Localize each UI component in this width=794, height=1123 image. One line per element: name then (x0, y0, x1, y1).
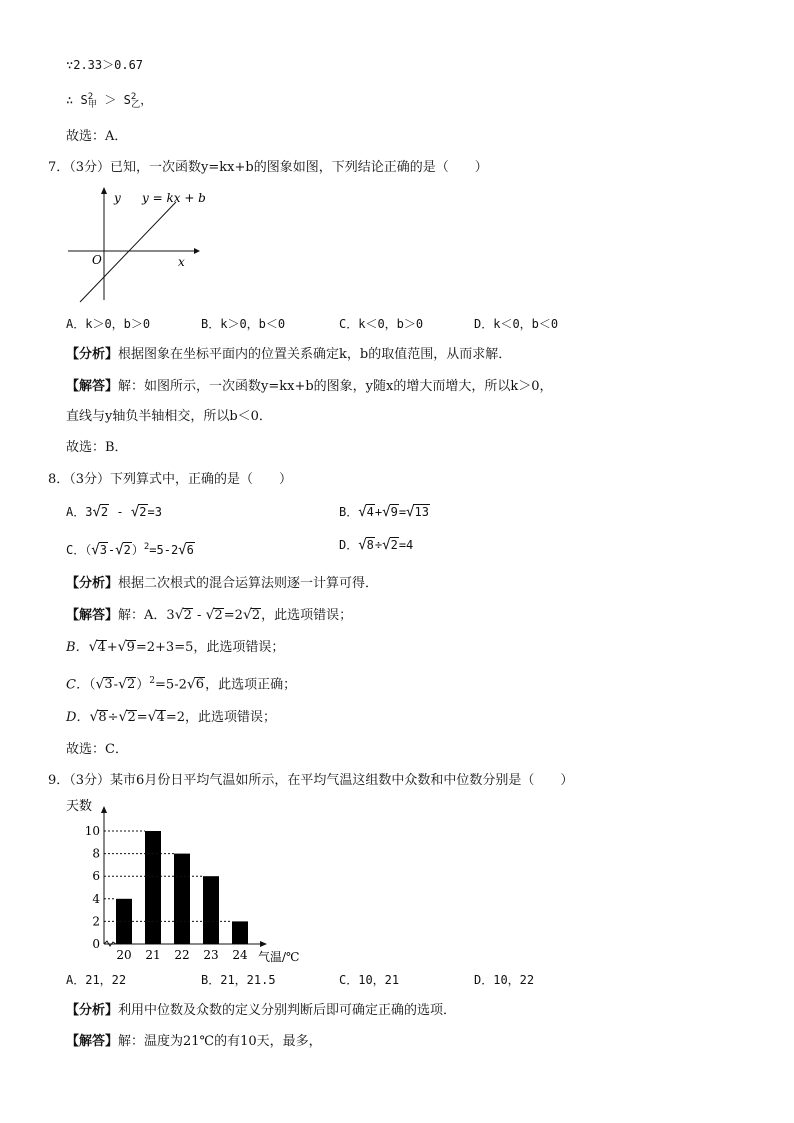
chart-y-tick-label: 8 (92, 846, 100, 861)
therefore-symbol: ∴ (66, 93, 74, 107)
q9-analysis: 【分析】利用中位数及众数的定义分别判断后即可确定正确的选项． (66, 1003, 457, 1018)
chart-y-tick-label: 2 (92, 914, 100, 929)
chart-bar (203, 876, 219, 944)
function-label: y = kx + b (142, 191, 206, 205)
q8-stem: 8．（3分）下列算式中，正确的是（ ） (48, 472, 293, 487)
chart-x-tick-label: 24 (232, 948, 248, 962)
variance-jia: $S^2_甲$ (80, 92, 98, 111)
chart-y-arrow-icon (101, 806, 107, 813)
chart-bar (145, 831, 161, 944)
q7-answer-line1: 【解答】解：如图所示，一次函数y=kx+b的图象，y随x的增大而增大，所以k＞0， (66, 379, 553, 394)
chart-x-tick-label: 22 (174, 948, 190, 962)
q7-option-d: D．k＜0，b＜0 (474, 317, 559, 331)
q7-choice: 故选：B． (66, 440, 128, 455)
chart-bar (232, 921, 248, 944)
y-axis-arrow-icon (101, 187, 107, 194)
q8-answer-a: 【解答】解：A．3√2 - √2=2√2，此选项错误； (66, 607, 353, 623)
q7-answer-line2: 直线与y轴负半轴相交，所以b＜0． (66, 409, 272, 424)
q8-option-d: D．√8÷√2=4 (339, 537, 414, 553)
function-line (80, 202, 176, 302)
q7-function-graph (66, 186, 206, 306)
x-axis-label: x (178, 255, 185, 269)
q6-choice: 故选：A． (66, 129, 128, 144)
origin-label: O (92, 253, 102, 267)
chart-y-tick-label: 10 (84, 824, 100, 838)
q9-option-a: A．21，22 (66, 973, 127, 987)
gt-symbol: ＞ (104, 93, 117, 107)
q8-answer-b: B．√4+√9=2+3=5，此选项错误； (66, 639, 285, 655)
q8-answer-c: C．$(√3-√2)^2=5-2√6$，此选项正确； (66, 676, 297, 693)
variance-yi: $S^2_乙$ (123, 92, 141, 111)
q9-option-b: B．21，21.5 (201, 973, 276, 987)
q8-option-b: B．√4+√9=√13 (339, 504, 429, 520)
chart-x-tick-label: 20 (116, 948, 132, 962)
q8-analysis: 【分析】根据二次根式的混合运算法则逐一计算可得． (66, 576, 379, 591)
q9-option-d: D．10，22 (474, 973, 535, 987)
q6-because-line: ∵2.33＞0.67 (66, 58, 144, 72)
q7-analysis: 【分析】根据图象在坐标平面内的位置关系确定k，b的取值范围，从而求解． (66, 347, 512, 362)
y-axis-label: y (114, 191, 121, 205)
q7-option-a: A．k＞0，b＞0 (66, 317, 151, 331)
q8-option-c: C．$(√3-√2)^2=5-2√6$ (66, 542, 194, 558)
q8-option-a: A．3√2 - √2=3 (66, 504, 162, 520)
chart-y-label: 天数 (66, 799, 93, 814)
q9-temperature-bar-chart (60, 796, 320, 966)
q8-answer-d: D．√8÷√2=√4=2，此选项错误； (66, 709, 277, 725)
chart-x-tick-label: 21 (145, 948, 161, 962)
q9-stem: 9．（3分）某市6月份日平均气温如所示，在平均气温这组数中众数和中位数分别是（ ） (48, 773, 574, 788)
q9-answer-line1: 【解答】解：温度为21℃的有10天，最多， (66, 1034, 322, 1049)
q9-option-c: C．10，21 (339, 973, 400, 987)
chart-y-tick-label: 4 (92, 891, 100, 906)
chart-bar (174, 854, 190, 944)
chart-x-label: 气温/℃ (258, 950, 300, 964)
q6-therefore-line: ∴ $S^2_甲 > S^2_乙$， (66, 92, 153, 111)
chart-x-arrow-icon (260, 941, 267, 947)
q7-option-c: C．k＜0，b＞0 (339, 317, 424, 331)
q7-stem: 7．（3分）已知，一次函数y=kx+b的图象如图，下列结论正确的是（ ） (48, 160, 488, 175)
x-axis-arrow-icon (194, 248, 200, 254)
q7-option-b: B．k＞0，b＜0 (201, 317, 286, 331)
chart-y-tick-label: 6 (92, 869, 100, 884)
chart-x-tick-label: 23 (203, 948, 219, 962)
q8-choice: 故选：C． (66, 742, 128, 757)
chart-y-tick-label: 0 (92, 937, 100, 951)
